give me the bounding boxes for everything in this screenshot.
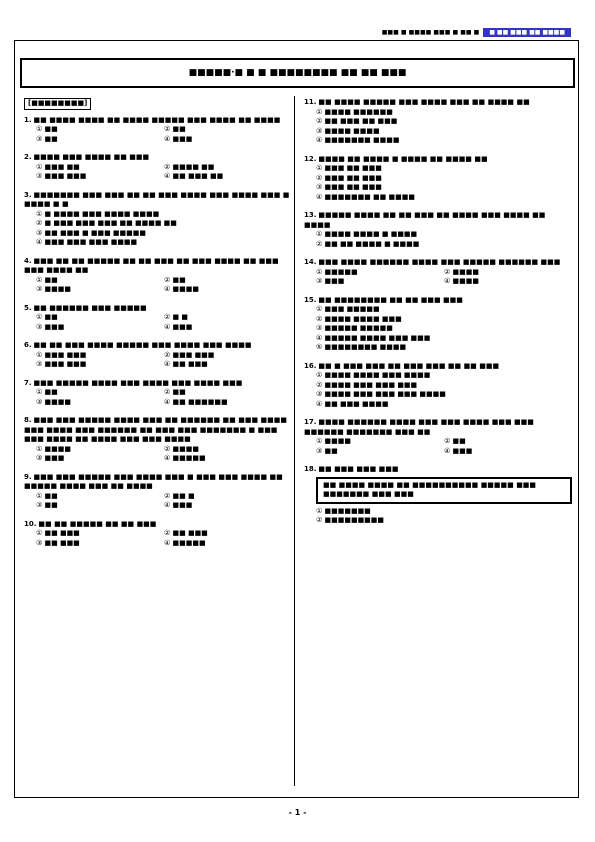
question-item	[24, 191, 292, 248]
question-item	[304, 155, 572, 203]
question-text: ■■■■■ ■■■■ ■■ ■■ ■■■ ■■ ■■■■ ■■■ ■■■■ ■■ ■■■■	[304, 211, 546, 229]
question-item	[304, 465, 572, 526]
option-item: ② ■■	[444, 437, 466, 445]
option-item: ① ■ ■■■■ ■■■ ■■■■ ■■■■	[36, 209, 160, 218]
question-stem	[304, 98, 572, 108]
question-item	[304, 98, 572, 146]
options-list	[304, 437, 572, 456]
question-text: ■■ ■■■■■■■■ ■■ ■■ ■■■ ■■■	[318, 295, 463, 304]
option-item: ① ■■■ ■■	[36, 162, 80, 171]
option-item: ④ ■■■■■	[164, 454, 206, 462]
question-stem	[304, 155, 572, 165]
option-item: ② ■■■■	[444, 267, 479, 276]
question-number: 12.	[304, 154, 317, 163]
options-list	[304, 305, 572, 353]
question-number: 8.	[24, 416, 32, 424]
question-text: ■■ ■■■■ ■■■■■ ■■■ ■■■■ ■■■ ■■ ■■■■ ■■	[318, 98, 530, 106]
option-item: ④ ■■■■	[444, 277, 479, 285]
question-number: 1.	[24, 115, 32, 124]
option-item: ③ ■■■■■ ■■■■■	[316, 324, 393, 332]
option-item: ① ■■■■ ■■■■ ■ ■■■■	[316, 230, 418, 238]
question-text: ■■■■■■■ ■■■ ■■■ ■■ ■■ ■■■ ■■■■ ■■■ ■■■■ ■■■ ■ ■■■■ ■ ■	[24, 190, 290, 208]
option-item: ③ ■■■ ■■■	[36, 172, 87, 180]
question-number: 3.	[24, 190, 32, 199]
option-item: ① ■■ ■■■	[36, 529, 80, 537]
options-list	[304, 371, 572, 409]
options-list	[304, 164, 572, 202]
option-item: ② ■■■■ ■■	[164, 162, 215, 171]
question-number: 10.	[24, 519, 37, 528]
question-text: ■■ ■■ ■■■■■ ■■ ■■ ■■■	[38, 519, 157, 528]
question-number: 2.	[24, 153, 32, 161]
option-item: ④ ■■■	[164, 134, 193, 143]
option-item: ① ■■■■■■■	[316, 506, 371, 515]
option-item: ② ■■ ■■ ■■■■ ■ ■■■■	[316, 239, 420, 248]
option-item: ② ■■■■ ■■■■ ■■■	[316, 314, 402, 323]
header-source-text: ■■■ ■ ■■■■ ■■■ ■ ■■ ■	[381, 29, 480, 36]
question-number: 6.	[24, 341, 32, 349]
question-stem	[24, 416, 292, 445]
option-item: ① ■■■■ ■■■■ ■■■ ■■■■	[316, 371, 431, 379]
question-item	[24, 304, 292, 333]
question-number: 11.	[304, 98, 317, 106]
option-item: ③ ■■■■	[36, 397, 71, 406]
option-item: ① ■■■ ■■ ■■■	[316, 164, 382, 172]
exam-title: ■■■■■·■ ■ ■ ■■■■■■■■ ■■ ■■ ■■■	[20, 58, 575, 88]
question-text: ■■■ ■■■ ■■■■■ ■■■ ■■■■ ■■■ ■ ■■■ ■■■ ■■■■ ■■ ■■■■■ ■■■■ ■■■ ■■ ■■■■	[24, 472, 283, 490]
section-label: [■■■■■■■■]	[24, 98, 91, 110]
header-url-link[interactable]: ■ ■■ ■■■ ■■ ■■■■	[483, 28, 571, 37]
question-item	[304, 296, 572, 353]
option-item: ① ■■■■	[36, 444, 71, 453]
question-stem	[304, 211, 572, 230]
question-number: 14.	[304, 258, 317, 266]
option-item: ② ■■ ■■■ ■■ ■■■	[316, 117, 398, 125]
options-list	[304, 230, 572, 249]
right-column	[304, 98, 572, 535]
right-question-list	[304, 98, 572, 526]
question-number: 18.	[304, 465, 317, 473]
option-item: ⑤ ■■■■■■■■ ■■■■	[316, 343, 407, 351]
option-item: ① ■■	[36, 491, 58, 500]
question-text: ■■■ ■■■■ ■■■■■■ ■■■■ ■■■ ■■■■■ ■■■■■■ ■■■	[318, 258, 561, 266]
question-item	[24, 473, 292, 511]
option-item: ③ ■■	[36, 501, 58, 509]
column-divider	[294, 96, 295, 786]
question-text: ■■■■ ■■■ ■■■■ ■■ ■■■	[33, 153, 150, 161]
question-stem	[24, 379, 292, 389]
question-number: 5.	[24, 303, 32, 312]
question-stem	[24, 473, 292, 492]
left-column	[24, 98, 292, 557]
question-text: ■■ ■■■ ■■■ ■■■	[318, 465, 399, 473]
option-item: ④ ■■ ■■■ ■■	[164, 172, 224, 180]
question-text: ■■■■ ■■ ■■■■ ■ ■■■■ ■■ ■■■■ ■■	[318, 154, 488, 163]
options-list	[24, 276, 292, 295]
option-item: ① ■■■■■	[316, 267, 358, 276]
option-item: ④ ■■■	[164, 322, 193, 331]
option-item: ② ■■	[164, 125, 186, 133]
option-item: ③ ■■■■	[36, 285, 71, 293]
question-text: ■■ ■■■■ ■■■■ ■■ ■■■■ ■■■■■ ■■■ ■■■■ ■■ ■■■■	[33, 115, 281, 124]
question-stem	[24, 341, 292, 351]
question-stem	[24, 191, 292, 210]
option-item: ① ■■■ ■■■■■	[316, 305, 380, 313]
options-list	[304, 268, 572, 287]
option-item: ④ ■■■■■ ■■■■ ■■■ ■■■	[316, 333, 431, 342]
option-item: ③ ■■■	[36, 322, 65, 331]
option-item: ④ ■■■■■■■ ■■■■	[316, 136, 400, 144]
question-item	[24, 116, 292, 145]
option-item: ③ ■■	[36, 134, 58, 143]
option-item: ④ ■■■	[164, 501, 193, 509]
option-item: ③ ■■■	[36, 454, 65, 462]
option-item: ④ ■■■■■■■ ■■ ■■■■	[316, 192, 415, 201]
option-item: ① ■■	[36, 275, 58, 284]
option-item: ② ■ ■	[164, 313, 188, 321]
options-list	[24, 388, 292, 407]
option-item: ① ■■■ ■■■	[36, 350, 87, 359]
question-box: ■■ ■■■■ ■■■■ ■■ ■■■■■■■■■■ ■■■■■ ■■■ ■■■■■■■ ■■■ ■■■	[316, 477, 572, 504]
question-text: ■■■ ■■■ ■■■■■ ■■■■ ■■■ ■■ ■■■■■■ ■■ ■■■ ■■■■ ■■■ ■■■■ ■■■ ■■■■■■ ■■ ■■■ ■■■ ■■■■■■■ ■ ■■■ ■■■ ■■■■ ■■ ■■■■ ■■■ ■■■ ■■■■	[24, 416, 287, 443]
question-item	[24, 416, 292, 464]
question-stem	[24, 520, 292, 530]
option-item: ④ ■■■ ■■■ ■■■ ■■■■	[36, 238, 138, 246]
question-number: 9.	[24, 472, 32, 481]
question-text: ■■■ ■■ ■■ ■■■■■ ■■ ■■ ■■■ ■■ ■■■ ■■■■ ■■ ■■■ ■■■ ■■■■ ■■	[24, 256, 279, 274]
option-item: ② ■■	[164, 388, 186, 396]
option-item: ④ ■■■	[444, 446, 473, 455]
options-list	[24, 210, 292, 248]
question-stem	[24, 153, 292, 163]
option-item: ③ ■■■■ ■■■ ■■■ ■■■ ■■■■	[316, 390, 446, 398]
option-item: ② ■■■ ■■■	[164, 350, 215, 359]
option-item: ③ ■■■ ■■■	[36, 360, 87, 368]
question-number: 17.	[304, 418, 317, 426]
question-item	[304, 418, 572, 456]
options-list	[24, 351, 292, 370]
question-stem	[304, 418, 572, 437]
question-stem	[304, 465, 572, 475]
question-item	[304, 258, 572, 287]
option-item: ① ■■■■	[316, 437, 351, 445]
question-text: ■■ ■■■■■■ ■■■ ■■■■■	[33, 303, 147, 312]
question-number: 4.	[24, 256, 32, 265]
option-item: ④ ■■ ■■■■■■	[164, 397, 228, 406]
question-item	[24, 341, 292, 370]
option-item: ③ ■■ ■■■	[36, 538, 80, 547]
page-header	[382, 28, 571, 37]
question-stem	[24, 304, 292, 314]
question-text: ■■■■ ■■■■■■ ■■■■ ■■■ ■■■ ■■■■ ■■■ ■■■ ■■■■■■ ■■■■■■■ ■■■ ■■	[304, 418, 534, 436]
question-number: 13.	[304, 211, 317, 219]
page-number: - 1 -	[288, 808, 307, 817]
option-item: ② ■■■■■■■■■	[316, 516, 385, 524]
question-item	[24, 379, 292, 408]
option-item: ② ■■■■	[164, 444, 199, 453]
options-list	[24, 492, 292, 511]
question-stem	[304, 258, 572, 268]
option-item: ③ ■■■	[316, 277, 345, 285]
question-item	[304, 362, 572, 410]
option-item: ② ■■■ ■■ ■■■	[316, 173, 382, 182]
option-item: ③ ■■■■ ■■■■	[316, 126, 380, 135]
option-item: ① ■■■■ ■■■■■■	[316, 107, 393, 116]
question-item	[304, 211, 572, 249]
option-item: ④ ■■■■	[164, 285, 199, 293]
options-list	[24, 163, 292, 182]
question-number: 16.	[304, 361, 317, 370]
question-stem	[24, 257, 292, 276]
option-item: ① ■■	[36, 313, 58, 321]
option-item: ④ ■■■■■	[164, 538, 206, 547]
option-item: ① ■■	[36, 388, 58, 396]
option-item: ① ■■	[36, 125, 58, 133]
left-question-list	[24, 116, 292, 549]
option-item: ② ■■■■ ■■■ ■■■ ■■■	[316, 380, 418, 389]
question-stem	[304, 362, 572, 372]
options-list	[24, 313, 292, 332]
question-number: 7.	[24, 378, 32, 387]
option-item: ② ■ ■■■ ■■■ ■■■ ■■ ■■■■ ■■	[36, 219, 177, 227]
question-text: ■■■ ■■■■■ ■■■■ ■■■ ■■■■ ■■■ ■■■■ ■■■	[33, 378, 243, 387]
question-stem	[24, 116, 292, 126]
options-list	[304, 507, 572, 526]
options-list	[24, 445, 292, 464]
option-item: ② ■■ ■	[164, 491, 195, 500]
question-item	[24, 520, 292, 549]
option-item: ④ ■■ ■■■	[164, 360, 208, 368]
question-item	[24, 153, 292, 182]
options-list	[24, 125, 292, 144]
question-text: ■■ ■■ ■■■ ■■■■ ■■■■■ ■■■ ■■■■ ■■■ ■■■■	[33, 341, 252, 349]
option-item: ③ ■■	[316, 446, 338, 455]
options-list	[24, 529, 292, 548]
question-text: ■■ ■ ■■■ ■■■ ■■ ■■■ ■■■ ■■ ■■ ■■■	[318, 361, 500, 370]
option-item: ② ■■ ■■■	[164, 529, 208, 537]
option-item: ③ ■■ ■■■ ■ ■■■ ■■■■■	[36, 228, 146, 237]
question-stem	[304, 296, 572, 306]
options-list	[304, 108, 572, 146]
option-item: ② ■■	[164, 275, 186, 284]
question-number: 15.	[304, 295, 317, 304]
option-item: ③ ■■■ ■■ ■■■	[316, 183, 382, 191]
option-item: ④ ■■ ■■■ ■■■■	[316, 399, 389, 408]
question-item	[24, 257, 292, 295]
